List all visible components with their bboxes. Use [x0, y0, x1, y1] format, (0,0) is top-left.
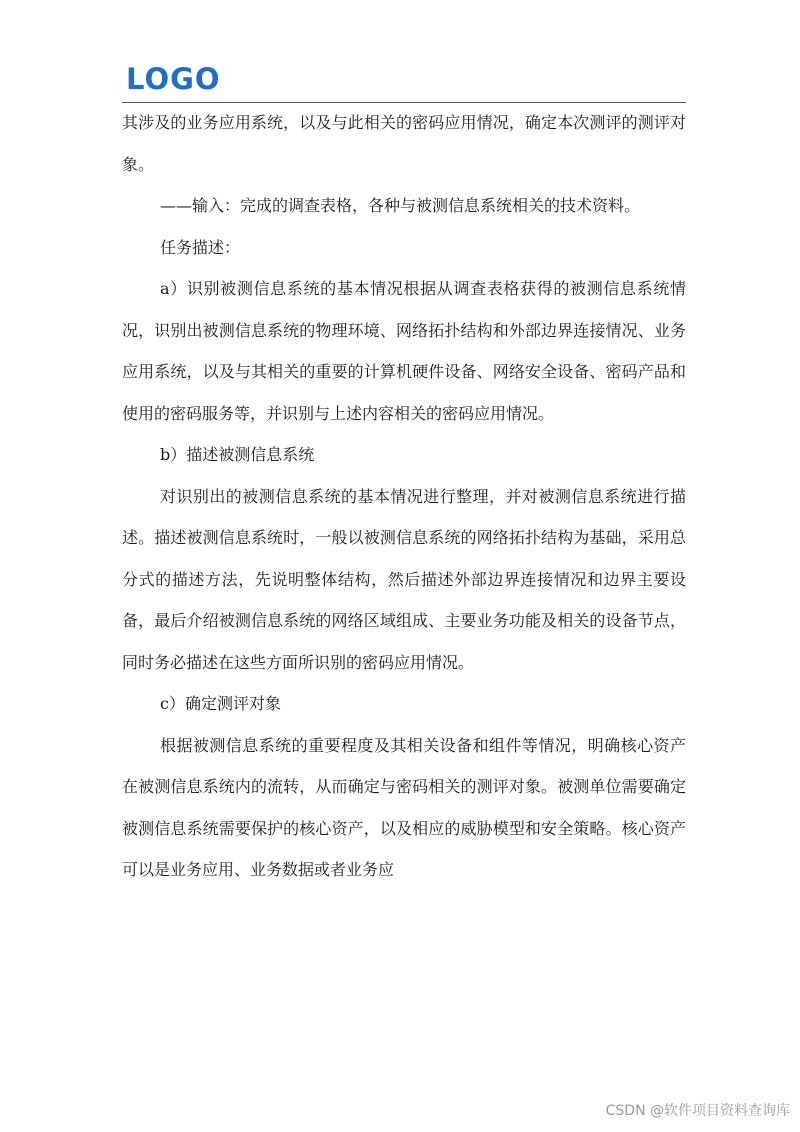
paragraph-item-b-body: 对识别出的被测信息系统的基本情况进行整理，并对被测信息系统进行描述。描述被测信息系统时，一般以被测信息系统的网络拓扑结构为基础，采用总分式的描述方法，先说明整体结构，然后描述外部边界连接情况和边界主要设备，最后介绍被测信息系统的网络区域组成、主要业务功能及相关的设备节点，同时务必描述在这些方面所识别的密码应用情况。 — [122, 486, 686, 672]
watermark: CSDN @软件项目资料查询库 — [605, 1103, 790, 1119]
document-body — [122, 102, 686, 891]
paragraph-item-b-heading: b）描述被测信息系统 — [160, 445, 315, 464]
page-header — [122, 58, 686, 103]
paragraph-item-c-body: 根据被测信息系统的重要程度及其相关设备和组件等情况，明确核心资产在被测信息系统内的流转，从而确定与密码相关的测评对象。被测单位需要确定被测信息系统需要保护的核心资产，以及相应的威胁模型和安全策略。核心资产可以是业务应用、业务数据或者业务应 — [122, 735, 686, 879]
paragraph-item-c-heading: c）确定测评对象 — [160, 694, 281, 713]
paragraph-item-a: a）识别被测信息系统的基本情况根据从调查表格获得的被测信息系统情况，识别出被测信息系统的物理环境、网络拓扑结构和外部边界连接情况、业务应用系统，以及与其相关的重要的计算机硬件设备、网络安全设备、密码产品和使用的密码服务等，并识别与上述内容相关的密码应用情况。 — [122, 279, 686, 423]
logo: LOGO — [126, 62, 221, 96]
paragraph-input: ——输入：完成的调查表格，各种与被测信息系统相关的技术资料。 — [160, 196, 641, 215]
paragraph-intro-continued: 其涉及的业务应用系统，以及与此相关的密码应用情况，确定本次测评的测评对象。 — [122, 113, 686, 174]
paragraph-task-description-heading: 任务描述： — [160, 237, 241, 257]
